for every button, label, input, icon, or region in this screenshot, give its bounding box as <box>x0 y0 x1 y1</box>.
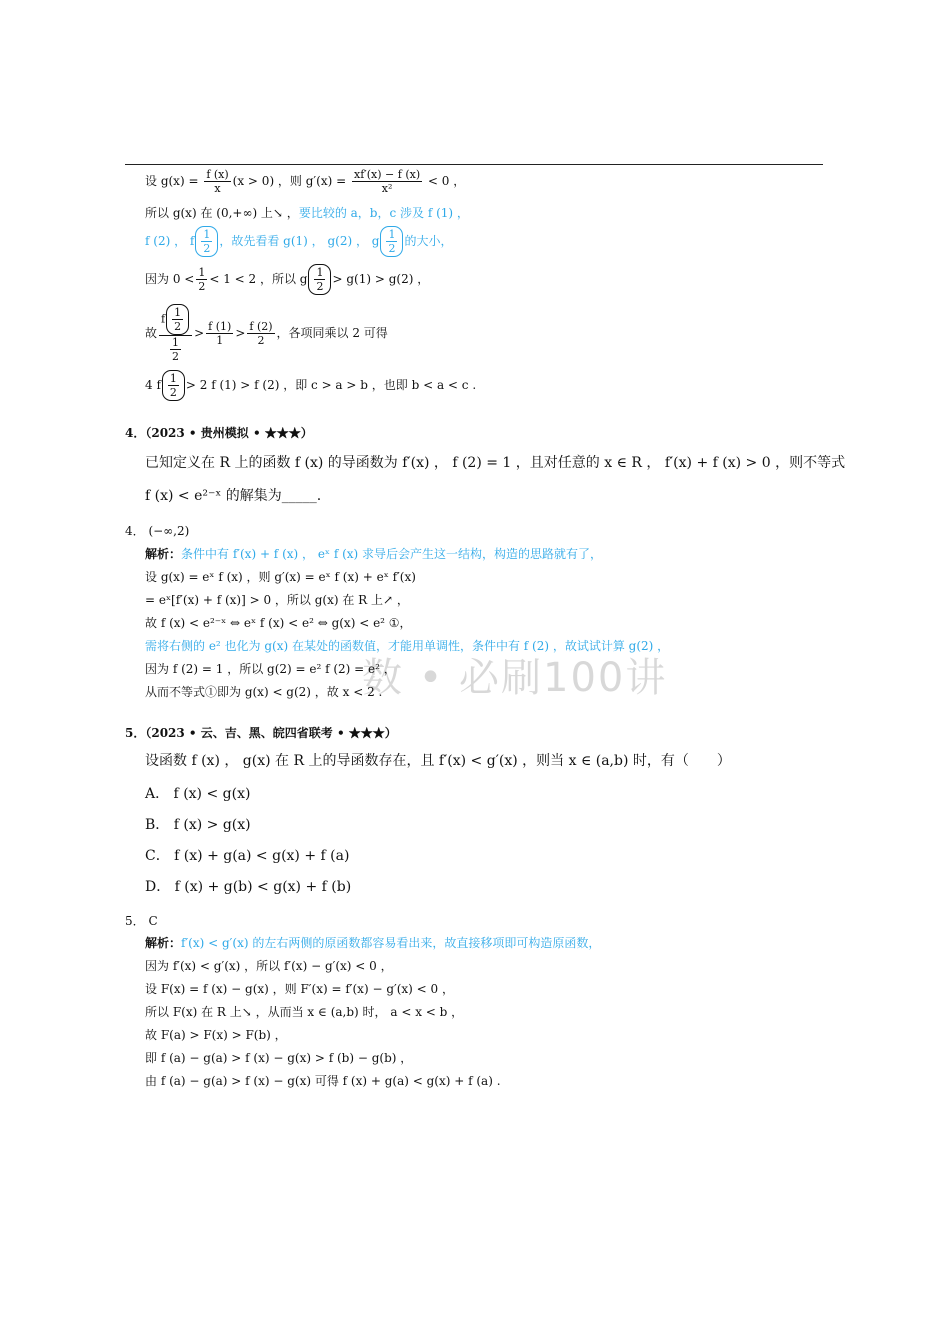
paren-half <box>380 226 403 257</box>
prev-line-1-frac-1 <box>204 168 230 195</box>
q4-stem-line-2: f (x) < e²⁻ˣ 的解集为_____. <box>145 488 322 504</box>
a5-note: f′(x) < g′(x) 的左右两侧的原函数都容易看出来，故直接移项即可构造原函数， <box>181 936 601 950</box>
gt-sign: > <box>235 326 246 340</box>
prev-line-5-frac-2 <box>206 320 233 347</box>
prev-line-6 <box>145 370 476 401</box>
a4-line-4: 故 f (x) < e²⁻ˣ ⇔ eˣ f (x) < e² ⇔ g(x) < e² ①， <box>145 616 412 630</box>
prev-line-3-c: 的大小， <box>404 234 453 248</box>
prev-line-6-b: > 2 f (1) > f (2) ，即 c > a > b ，也即 b < a < c . <box>185 378 477 392</box>
prev-line-5-big-frac <box>159 304 192 363</box>
a4-heading: 4． (−∞,2) <box>125 524 190 538</box>
a5-line-3: 设 F(x) = f (x) − g(x) ，则 F′(x) = f′(x) − g′(x) < 0 ， <box>145 982 454 996</box>
a4-line-2: 设 g(x) = eˣ f (x) ，则 g′(x) = eˣ f (x) + eˣ f′(x) <box>145 570 416 584</box>
q5-heading: 5．（2023 • 云、吉、黑、皖四省联考 • ★★★） <box>125 726 397 740</box>
paren-half <box>195 226 218 257</box>
a4-note-2: 需将右侧的 e² 也化为 g(x) 在某处的函数值，才能用单调性，条件中有 f (2) ，故试试计算 g(2) ， <box>145 639 670 653</box>
frac-denominator: 1 <box>216 334 224 347</box>
frac-denominator: 2 <box>172 350 180 363</box>
prev-line-1-end: < 0 ， <box>424 174 466 188</box>
prev-line-5-prefix: 故 <box>145 326 158 340</box>
frac-half <box>386 228 397 255</box>
frac-denominator: 2 <box>169 386 177 399</box>
a5-line-7: 由 f (a) − g(a) > f (x) − g(x) 可得 f (x) + g(a) < g(x) + f (a) . <box>145 1074 501 1088</box>
frac-denominator: x <box>214 182 221 195</box>
frac-denominator: 2 <box>198 280 206 293</box>
frac-numerator: f (2) <box>249 320 273 333</box>
prev-line-1-text: 设 g(x) = <box>145 174 203 188</box>
prev-line-1-mid: (x > 0) ，则 g′(x) = <box>232 174 350 188</box>
f-symbol: f <box>161 312 166 326</box>
frac-numerator: xf′(x) − f (x) <box>353 168 421 181</box>
prev-line-2-text: 所以 g(x) 在 (0,+∞) 上↘ ， <box>145 206 299 220</box>
paren-half <box>308 264 331 295</box>
a4-line-3: = eˣ[f′(x) + f (x)] > 0 ，所以 g(x) 在 R 上↗ ， <box>145 593 409 607</box>
frac-numerator: 1 <box>172 336 180 349</box>
a5-line-4: 所以 F(x) 在 R 上↘ ，从而当 x ∈ (a,b) 时， a < x < b ， <box>145 1005 464 1019</box>
prev-line-4 <box>145 264 429 295</box>
frac-numerator: 1 <box>388 228 396 241</box>
q5-stem: 设函数 f (x) ， g(x) 在 R 上的导函数存在，且 f′(x) < g′(x) ，则当 x ∈ (a,b) 时，有（ ） <box>145 753 731 769</box>
q4-stem-line-1: 已知定义在 R 上的函数 f (x) 的导函数为 f′(x) ， f (2) = 1 ，且对任意的 x ∈ R ， f′(x) + f (x) > 0 ，则不等式 <box>145 455 846 471</box>
top-rule <box>125 164 823 165</box>
frac-half <box>172 306 183 333</box>
frac-numerator: f (x) <box>206 168 229 181</box>
prev-line-3 <box>145 226 452 257</box>
q5-option-d: D． f (x) + g(b) < g(x) + f (b) <box>145 879 352 895</box>
frac-numerator: 1 <box>198 266 206 279</box>
frac-denominator: 2 <box>388 242 396 255</box>
big-frac-numerator <box>159 304 192 336</box>
watermark: 数 • 必刷100讲 <box>362 655 668 701</box>
frac-denominator: 2 <box>174 320 182 333</box>
analysis-label: 解析： <box>145 936 182 950</box>
prev-line-1 <box>145 168 465 195</box>
prev-line-4-b: < 1 < 2 ，所以 g <box>209 272 308 286</box>
gt-sign: > <box>194 326 205 340</box>
a5-heading: 5． C <box>125 914 158 928</box>
a4-line-7: 从而不等式①即为 g(x) < g(2) ，故 x < 2 . <box>145 685 383 699</box>
prev-line-3-a: f (2) ， f <box>145 234 195 248</box>
big-frac-denominator <box>159 336 192 363</box>
frac-denominator: 2 <box>257 334 265 347</box>
frac-numerator: 1 <box>174 306 182 319</box>
q5-option-b: B． f (x) > g(x) <box>145 817 251 833</box>
prev-line-2 <box>145 206 469 220</box>
frac-half <box>168 372 179 399</box>
prev-line-5-frac-3 <box>247 320 274 347</box>
prev-line-2-note: 要比较的 a，b，c 涉及 f (1) ， <box>298 206 469 220</box>
frac-half <box>196 266 207 293</box>
a4-line-1 <box>145 547 602 561</box>
frac-denominator: 2 <box>203 242 211 255</box>
prev-line-6-a: 4 f <box>145 378 161 392</box>
prev-line-1-frac-2 <box>352 168 422 195</box>
frac-numerator: 1 <box>203 228 211 241</box>
q5-option-a: A． f (x) < g(x) <box>145 786 251 802</box>
frac-half <box>201 228 212 255</box>
frac-denominator: x² <box>381 182 393 195</box>
frac-denominator: 2 <box>316 280 324 293</box>
frac-numerator: f (1) <box>208 320 232 333</box>
a5-line-5: 故 F(a) > F(x) > F(b) ， <box>145 1028 287 1042</box>
q5-option-c: C． f (x) + g(a) < g(x) + f (a) <box>145 848 350 864</box>
analysis-label: 解析： <box>145 547 182 561</box>
frac-numerator: 1 <box>169 372 177 385</box>
a4-note-1: 条件中有 f′(x) + f (x) ， eˣ f (x) 求导后会产生这一结构，构造的思路就有了， <box>181 547 603 561</box>
frac-half <box>170 336 181 363</box>
q4-heading: 4．（2023 • 贵州模拟 • ★★★） <box>125 426 313 440</box>
prev-line-3-b: ，故先看看 g(1) ， g(2) ， g <box>219 234 380 248</box>
prev-line-5 <box>145 304 388 363</box>
prev-line-4-a: 因为 0 < <box>145 272 195 286</box>
a4-line-6: 因为 f (2) = 1 ，所以 g(2) = e² f (2) = e² ， <box>145 662 396 676</box>
a5-line-6: 即 f (a) − g(a) > f (x) − g(x) > f (b) − g(b) ， <box>145 1051 413 1065</box>
frac-numerator: 1 <box>316 266 324 279</box>
prev-line-5-tail: ，各项同乘以 2 可得 <box>276 326 388 340</box>
a5-line-2: 因为 f′(x) < g′(x) ，所以 f′(x) − g′(x) < 0 ， <box>145 959 393 973</box>
a5-line-1 <box>145 936 600 950</box>
frac-half <box>314 266 325 293</box>
paren-half <box>166 304 189 335</box>
prev-line-4-c: > g(1) > g(2) ， <box>332 272 430 286</box>
paren-half <box>162 370 185 401</box>
